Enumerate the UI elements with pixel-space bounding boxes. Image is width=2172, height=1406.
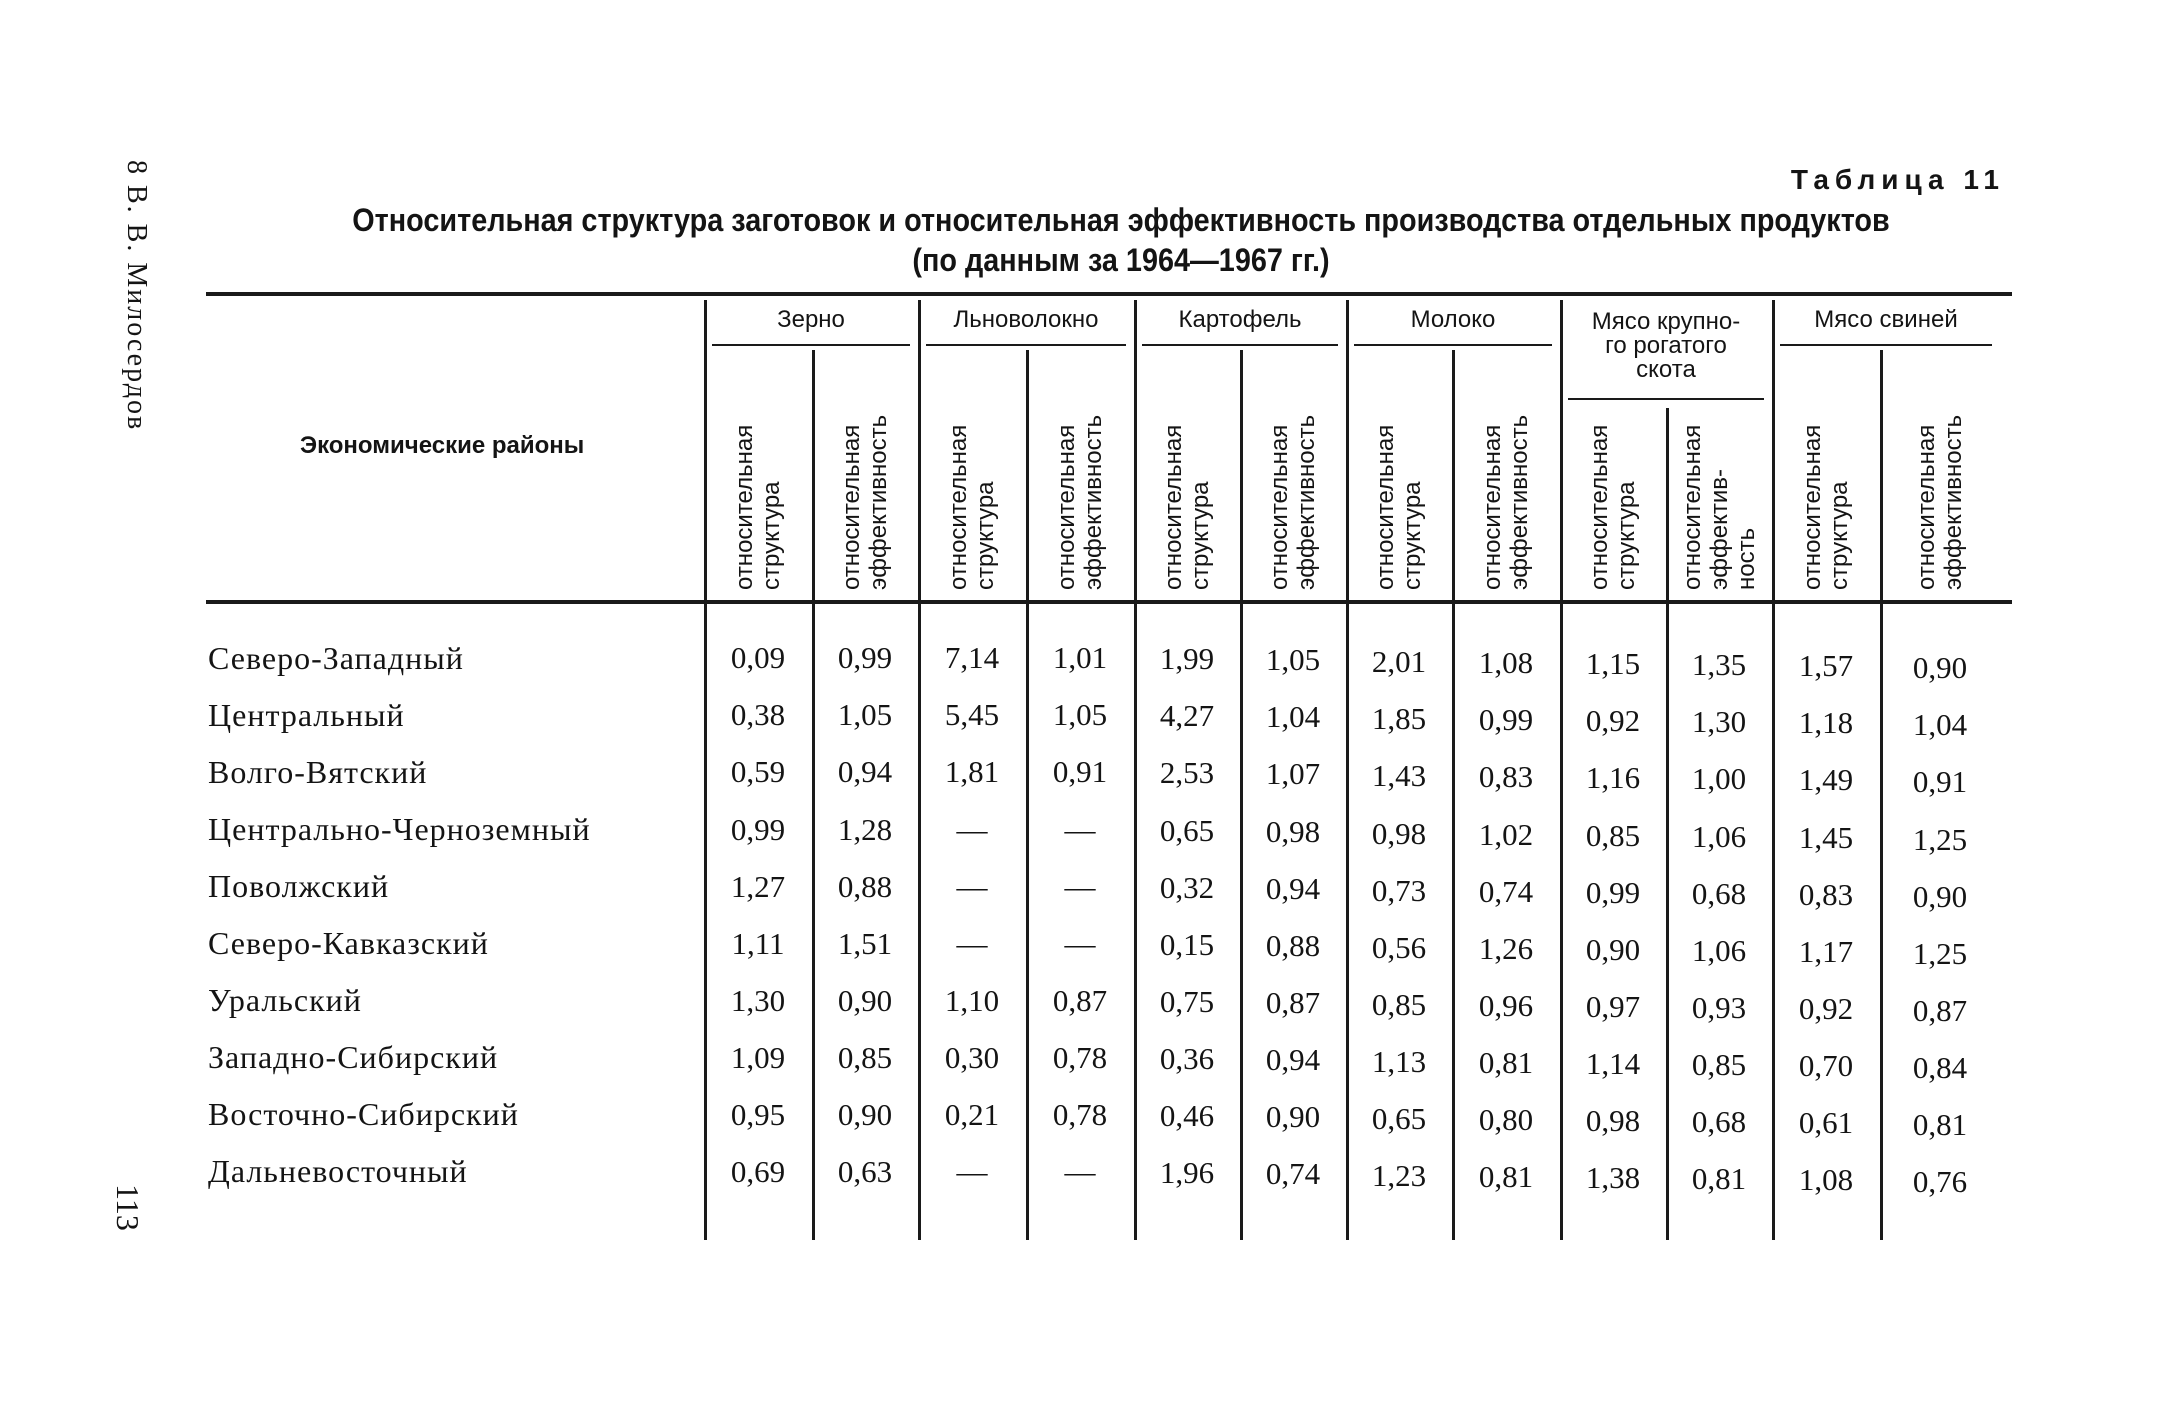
table-title-line1: Относительная структура заготовок и относительная эффективность производства отдельных продуктов <box>352 202 1890 238</box>
table-cell: 1,02 <box>1478 817 1534 852</box>
region-name: Центральный <box>208 697 405 733</box>
table-cell: — <box>1064 926 1096 961</box>
table-cell: 0,81 <box>1478 1159 1534 1194</box>
table-cell: 1,51 <box>837 926 893 961</box>
table-cell: 0,90 <box>1585 932 1641 967</box>
subcolumn-header <box>1679 410 1759 590</box>
table-cell: 1,07 <box>1265 756 1321 791</box>
table-cell: 1,27 <box>730 869 786 904</box>
table-cell: 0,61 <box>1798 1105 1854 1140</box>
table-cell: 1,09 <box>730 1040 786 1075</box>
page-number: 113 <box>110 1184 146 1231</box>
table-cell: 0,97 <box>1585 989 1641 1024</box>
table-cell: 0,85 <box>1371 987 1427 1022</box>
table-cell: 0,30 <box>944 1040 1000 1075</box>
table-cell: 1,15 <box>1585 646 1641 681</box>
table-cell: 0,81 <box>1478 1045 1534 1080</box>
table-cell: 1,25 <box>1912 936 1968 971</box>
group-underline <box>1568 398 1764 400</box>
running-header-text: 8 В. В. Милосердов <box>121 160 152 432</box>
running-header <box>120 160 160 460</box>
region-name: Уральский <box>208 982 362 1018</box>
table-cell: 0,91 <box>1912 764 1968 799</box>
region-name: Центрально-Черноземный <box>208 811 591 847</box>
table-cell: 0,56 <box>1371 930 1427 965</box>
table-cell: 0,85 <box>837 1040 893 1075</box>
table-title <box>298 200 1945 280</box>
table-cell: 1,35 <box>1691 647 1747 682</box>
table-cell: 0,59 <box>730 754 786 789</box>
table-cell: 1,16 <box>1585 760 1641 795</box>
subcolumn-header <box>1160 380 1240 590</box>
table-cell: 1,18 <box>1798 705 1854 740</box>
table-cell: 1,05 <box>837 697 893 732</box>
table-cell: 0,90 <box>1265 1099 1321 1134</box>
table-cell: 1,45 <box>1798 820 1854 855</box>
group-underline <box>1780 344 1992 346</box>
region-name: Восточно-Сибирский <box>208 1096 519 1132</box>
subcolumn-header-text: относительная эффективность <box>1913 414 1967 590</box>
subcolumn-header <box>1799 380 1879 590</box>
group-header: Зерно <box>777 306 845 333</box>
table-cell: 0,93 <box>1691 990 1747 1025</box>
group-divider <box>1772 300 1775 1240</box>
table-cell: 0,46 <box>1159 1098 1215 1133</box>
table-cell: 0,87 <box>1052 983 1108 1018</box>
subcolumn-divider <box>1452 350 1455 1240</box>
table-cell: 0,70 <box>1798 1048 1854 1083</box>
table-cell: 4,27 <box>1159 698 1215 733</box>
table-cell: 0,81 <box>1691 1161 1747 1196</box>
table-cell: 1,38 <box>1585 1160 1641 1195</box>
table-cell: 0,87 <box>1265 985 1321 1020</box>
table-cell: 1,08 <box>1478 645 1534 680</box>
subcolumn-header <box>1372 380 1452 590</box>
table-cell: 0,36 <box>1159 1041 1215 1076</box>
table-cell: 0,98 <box>1585 1103 1641 1138</box>
table-cell: 1,13 <box>1371 1044 1427 1079</box>
table-cell: 2,01 <box>1371 644 1427 679</box>
table-cell: — <box>956 812 988 847</box>
subcolumn-header <box>945 380 1025 590</box>
table-cell: 0,99 <box>837 640 893 675</box>
table-cell: 0,94 <box>837 754 893 789</box>
table-cell: 0,87 <box>1912 993 1968 1028</box>
table-cell: 0,76 <box>1912 1164 1968 1199</box>
table-cell: 5,45 <box>944 697 1000 732</box>
table-cell: 0,38 <box>730 697 786 732</box>
group-header: Льноволокно <box>953 306 1099 333</box>
table-cell: 1,04 <box>1912 707 1968 742</box>
table-cell: 0,88 <box>1265 928 1321 963</box>
subcolumn-header <box>838 380 918 590</box>
table-cell: 0,74 <box>1265 1156 1321 1191</box>
table-cell: 1,99 <box>1159 641 1215 676</box>
table-label: Таблица 11 <box>1790 164 2005 195</box>
subcolumn-header-text: относительная эффективность <box>1479 414 1533 590</box>
table-cell: 1,11 <box>731 926 785 961</box>
subcolumn-header <box>1053 380 1133 590</box>
table-cell: 0,65 <box>1159 813 1215 848</box>
table-cell: 0,94 <box>1265 1042 1321 1077</box>
table-cell: 0,96 <box>1478 988 1534 1023</box>
table-cell: — <box>956 1154 988 1189</box>
table-cell: 0,85 <box>1691 1047 1747 1082</box>
subcolumn-header-text: относительная структура <box>1372 424 1426 590</box>
subcolumn-header <box>1586 410 1666 590</box>
table-cell: 0,80 <box>1478 1102 1534 1137</box>
table-cell: 0,99 <box>730 812 786 847</box>
table-cell: 7,14 <box>944 640 1000 675</box>
stub-header: Экономические районы <box>300 432 585 459</box>
table-cell: 0,95 <box>730 1097 786 1132</box>
table-cell: 0,09 <box>730 640 786 675</box>
table-cell: 0,99 <box>1478 702 1534 737</box>
table-cell: 0,81 <box>1912 1107 1968 1142</box>
subcolumn-header-text: относительная эффектив- ность <box>1678 424 1760 590</box>
subcolumn-header <box>731 380 811 590</box>
table-cell: 1,00 <box>1691 761 1747 796</box>
table-cell: 0,69 <box>730 1154 786 1189</box>
group-header: Картофель <box>1178 306 1302 333</box>
table-cell: 0,99 <box>1585 875 1641 910</box>
table-cell: 1,01 <box>1052 640 1108 675</box>
table-cell: — <box>1064 812 1096 847</box>
table-cell: 0,73 <box>1371 873 1427 908</box>
table-cell: — <box>956 926 988 961</box>
table-cell: 0,90 <box>837 983 893 1018</box>
subcolumn-header <box>1913 380 1993 590</box>
table-cell: 1,06 <box>1691 933 1747 968</box>
group-underline <box>1354 344 1552 346</box>
subcolumn-header <box>1266 380 1346 590</box>
table-cell: 0,92 <box>1798 991 1854 1026</box>
table-cell: 0,85 <box>1585 818 1641 853</box>
table-cell: 1,23 <box>1371 1158 1427 1193</box>
table-cell: 1,81 <box>944 754 1000 789</box>
table-cell: 1,49 <box>1798 762 1854 797</box>
table-cell: — <box>956 869 988 904</box>
table-title-line2: (по данным за 1964—1967 гг.) <box>912 242 1330 278</box>
region-name: Северо-Западный <box>208 640 464 676</box>
subcolumn-divider <box>1026 350 1029 1240</box>
group-divider <box>704 300 707 1240</box>
table-cell: — <box>1064 1154 1096 1189</box>
subcolumn-header-text: относительная эффективность <box>1266 414 1320 590</box>
table-cell: 0,74 <box>1478 874 1534 909</box>
table-cell: 1,25 <box>1912 822 1968 857</box>
region-name: Поволжский <box>208 868 390 904</box>
table-cell: 0,75 <box>1159 984 1215 1019</box>
table-cell: 0,32 <box>1159 870 1215 905</box>
table-cell: 1,17 <box>1798 934 1854 969</box>
table-top-rule <box>206 292 2012 296</box>
table-cell: 1,43 <box>1371 758 1427 793</box>
group-underline <box>1142 344 1338 346</box>
table-cell: 0,91 <box>1052 754 1108 789</box>
subcolumn-header <box>1479 380 1559 590</box>
table-cell: 0,83 <box>1478 759 1534 794</box>
region-name: Западно-Сибирский <box>208 1039 499 1075</box>
table-cell: 0,88 <box>837 869 893 904</box>
table-cell: 0,21 <box>944 1097 1000 1132</box>
region-name: Северо-Кавказский <box>208 925 489 961</box>
table-cell: 0,68 <box>1691 876 1747 911</box>
table-cell: 0,98 <box>1371 816 1427 851</box>
subcolumn-header-text: относительная структура <box>945 424 999 590</box>
table-cell: 0,78 <box>1052 1040 1108 1075</box>
group-header: Мясо крупно- го рогатого скота <box>1591 308 1741 383</box>
subcolumn-header-text: относительная эффективность <box>1053 414 1107 590</box>
group-divider <box>918 300 921 1240</box>
subcolumn-divider <box>1880 350 1883 1240</box>
region-name: Волго-Вятский <box>208 754 428 790</box>
table-cell: 0,63 <box>837 1154 893 1189</box>
table-cell: 2,53 <box>1159 755 1215 790</box>
table-cell: 1,08 <box>1798 1162 1854 1197</box>
table-cell: 1,05 <box>1265 642 1321 677</box>
subcolumn-header-text: относительная эффективность <box>838 414 892 590</box>
group-underline <box>712 344 910 346</box>
table-cell: 0,78 <box>1052 1097 1108 1132</box>
subcolumn-header-text: относительная структура <box>1160 424 1214 590</box>
table-cell: 1,05 <box>1052 697 1108 732</box>
table-cell: 1,28 <box>837 812 893 847</box>
table-cell: 1,26 <box>1478 931 1534 966</box>
table-cell: 0,90 <box>837 1097 893 1132</box>
table-cell: 0,90 <box>1912 650 1968 685</box>
group-header: Молоко <box>1410 306 1496 333</box>
subcolumn-header-text: относительная структура <box>731 424 785 590</box>
subcolumn-header-text: относительная структура <box>1586 424 1640 590</box>
region-name: Дальневосточный <box>208 1153 468 1189</box>
table-header-bottom-rule <box>206 600 2012 604</box>
table-cell: 1,10 <box>944 983 1000 1018</box>
table-cell: — <box>1064 869 1096 904</box>
table-cell: 0,83 <box>1798 877 1854 912</box>
table-cell: 1,30 <box>730 983 786 1018</box>
table-cell: 0,84 <box>1912 1050 1968 1085</box>
table-cell: 0,68 <box>1691 1104 1747 1139</box>
table-cell: 1,14 <box>1585 1046 1641 1081</box>
table-cell: 1,30 <box>1691 704 1747 739</box>
table-cell: 1,04 <box>1265 699 1321 734</box>
table-cell: 1,96 <box>1159 1155 1215 1190</box>
group-underline <box>926 344 1126 346</box>
subcolumn-header-text: относительная структура <box>1799 424 1853 590</box>
table-cell: 1,57 <box>1798 648 1854 683</box>
table-cell: 1,06 <box>1691 819 1747 854</box>
group-header: Мясо свиней <box>1814 306 1958 333</box>
table-cell: 0,92 <box>1585 703 1641 738</box>
table-cell: 0,94 <box>1265 871 1321 906</box>
table-cell: 0,98 <box>1265 814 1321 849</box>
table-cell: 1,85 <box>1371 701 1427 736</box>
table-cell: 0,65 <box>1371 1101 1427 1136</box>
table-cell: 0,15 <box>1159 927 1215 962</box>
table-cell: 0,90 <box>1912 879 1968 914</box>
